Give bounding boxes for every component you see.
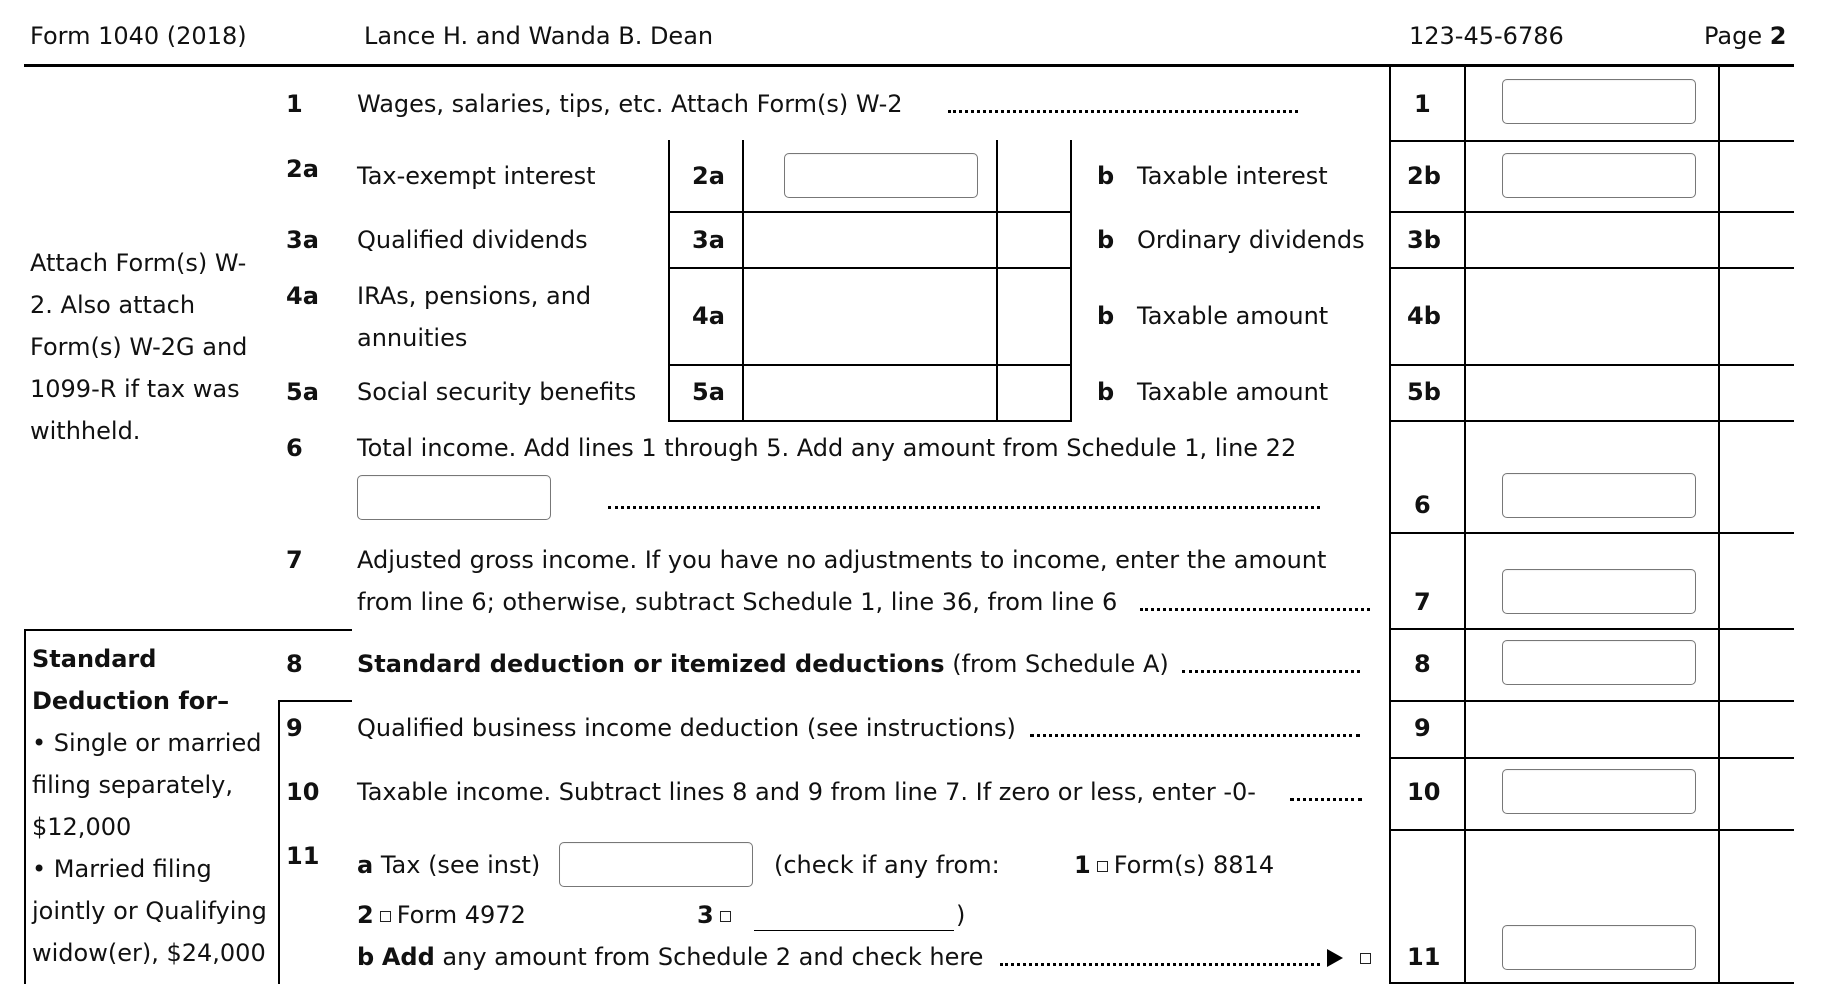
form-4972-checkbox[interactable] <box>380 911 391 922</box>
std-box-top <box>24 629 352 631</box>
subtable-col <box>996 140 998 420</box>
line-11b-add: Add <box>381 943 435 971</box>
std-box-step <box>278 700 352 702</box>
line-3b-text: Ordinary dividends <box>1137 226 1365 254</box>
line-11a-letter: a <box>357 851 374 879</box>
line-5a-text: Social security benefits <box>357 378 637 406</box>
option-1-number: 1 <box>1074 851 1091 879</box>
subtable-left <box>668 140 670 420</box>
line-6-text: Total income. Add lines 1 through 5. Add any amount from Schedule 1, line 22 <box>357 434 1297 462</box>
line-11a-tax-input[interactable] <box>559 842 753 887</box>
subtable-row <box>668 420 1072 422</box>
std-line: • Married filing <box>32 855 212 883</box>
line-6-number: 6 <box>286 434 303 462</box>
line-11a-label <box>357 851 540 879</box>
line-11-number: 11 <box>286 842 320 870</box>
row-rule <box>1389 267 1794 269</box>
line-4b-text: Taxable amount <box>1137 302 1329 330</box>
leader-dots <box>1182 670 1360 673</box>
line-3b-letter: b <box>1097 226 1115 254</box>
option-3-checkbox[interactable] <box>720 911 731 922</box>
line-1-number: 1 <box>286 90 303 118</box>
standard-deduction-note <box>32 638 267 974</box>
close-paren: ) <box>956 901 966 929</box>
form-8814-checkbox[interactable] <box>1097 861 1108 872</box>
line-8-box-label: 8 <box>1414 650 1431 678</box>
col-amount-right <box>1718 66 1720 984</box>
line-4a-text: IRAs, pensions, and <box>357 282 592 310</box>
line-5b-box-label: 5b <box>1407 378 1441 406</box>
line-1-text: Wages, salaries, tips, etc. Attach Form(s) W-2 <box>357 90 903 118</box>
row-rule <box>1389 700 1794 702</box>
line-5a-number: 5a <box>286 378 319 406</box>
line-4a-number: 4a <box>286 282 319 310</box>
line-10-number: 10 <box>286 778 320 806</box>
line-2b-letter: b <box>1097 162 1115 190</box>
line-11b-text <box>357 943 983 971</box>
row-rule <box>1389 757 1794 759</box>
line-9-text: Qualified business income deduction (see instructions) <box>357 714 1016 742</box>
line-7-amount-input[interactable] <box>1502 569 1696 614</box>
option-2-number: 2 <box>357 901 374 929</box>
line-4b-letter: b <box>1097 302 1115 330</box>
line-2a-amount-input[interactable] <box>784 153 978 198</box>
attach-note <box>30 242 247 452</box>
line-2a-text: Tax-exempt interest <box>357 162 596 190</box>
leader-dots <box>1140 608 1370 611</box>
line-11b-letter: b <box>357 943 375 971</box>
option-3-number: 3 <box>697 901 714 929</box>
row-rule <box>1389 628 1794 630</box>
page-label: Page <box>1704 22 1763 50</box>
line-11a-text: Tax (see inst) <box>380 851 541 879</box>
std-line: $12,000 <box>32 813 132 841</box>
subtable-right <box>1070 140 1072 420</box>
line-6-box-label: 6 <box>1414 491 1431 519</box>
std-line: filing separately, <box>32 771 233 799</box>
row-rule <box>1389 140 1794 142</box>
std-title: Deduction for– <box>32 687 230 715</box>
line-11-option-2 <box>357 901 526 929</box>
header-rule <box>24 64 1794 67</box>
line-11-amount-input[interactable] <box>1502 925 1696 970</box>
std-line: widow(er), $24,000 <box>32 939 266 967</box>
line-5a-box-label: 5a <box>692 378 725 406</box>
line-8-normal-text: (from Schedule A) <box>952 650 1169 678</box>
leader-dots <box>1030 734 1360 737</box>
schedule-2-checkbox-wrap <box>1354 943 1377 971</box>
line-9-box-label: 9 <box>1414 714 1431 742</box>
line-6-amount-input[interactable] <box>1502 473 1696 518</box>
line-11-option-1 <box>1074 851 1274 879</box>
std-line: • Single or married <box>32 729 262 757</box>
std-box-left <box>24 629 26 984</box>
line-6-secondary-input[interactable] <box>357 475 551 520</box>
option-2-text: Form 4972 <box>396 901 526 929</box>
line-8-number: 8 <box>286 650 303 678</box>
page-number: 2 <box>1769 22 1787 50</box>
line-10-box-label: 10 <box>1407 778 1441 806</box>
line-10-text: Taxable income. Subtract lines 8 and 9 from line 7. If zero or less, enter -0- <box>357 778 1256 806</box>
leader-dots <box>1290 798 1362 801</box>
form-title: Form 1040 (2018) <box>30 22 247 50</box>
row-rule <box>1389 211 1794 213</box>
line-11-box-label: 11 <box>1407 943 1441 971</box>
std-box-right <box>278 700 280 984</box>
line-8-text <box>357 650 1169 678</box>
attach-note-line: withheld. <box>30 417 141 445</box>
leader-dots <box>1000 963 1320 966</box>
col-box-left <box>1389 66 1391 984</box>
line-5b-letter: b <box>1097 378 1115 406</box>
line-4a-box-label: 4a <box>692 302 725 330</box>
line-2b-amount-input[interactable] <box>1502 153 1696 198</box>
line-7-text: Adjusted gross income. If you have no adjustments to income, enter the amount <box>357 546 1327 574</box>
line-8-amount-input[interactable] <box>1502 640 1696 685</box>
line-2b-text: Taxable interest <box>1137 162 1328 190</box>
row-rule <box>1389 829 1794 831</box>
line-3a-number: 3a <box>286 226 319 254</box>
line-4b-box-label: 4b <box>1407 302 1441 330</box>
line-7-text: from line 6; otherwise, subtract Schedule 1, line 36, from line 6 <box>357 588 1118 616</box>
line-5b-text: Taxable amount <box>1137 378 1329 406</box>
taxpayer-names: Lance H. and Wanda B. Dean <box>364 22 714 50</box>
line-2a-number: 2a <box>286 155 319 183</box>
line-3a-box-label: 3a <box>692 226 725 254</box>
attach-note-line: 2. Also attach <box>30 291 196 319</box>
subtable-row <box>668 364 1072 366</box>
line-10-amount-input[interactable] <box>1502 769 1696 814</box>
line-11-option-3 <box>697 901 737 929</box>
std-title: Standard <box>32 645 157 673</box>
attach-note-line: Attach Form(s) W- <box>30 249 247 277</box>
line-2a-box-label: 2a <box>692 162 725 190</box>
line-8-bold-text: Standard deduction or itemized deductions <box>357 650 945 678</box>
std-line: jointly or Qualifying <box>32 897 267 925</box>
subtable-row <box>668 211 1072 213</box>
row-rule <box>1389 364 1794 366</box>
line-7-box-label: 7 <box>1414 588 1431 616</box>
col-box-right <box>1464 66 1466 984</box>
line-4a-text: annuities <box>357 324 468 352</box>
attach-note-line: Form(s) W-2G and <box>30 333 248 361</box>
arrow-right-icon <box>1327 947 1343 967</box>
leader-dots <box>608 506 1320 509</box>
option-3-input-line[interactable] <box>754 930 954 931</box>
line-1-amount-input[interactable] <box>1502 79 1696 124</box>
line-3b-box-label: 3b <box>1407 226 1441 254</box>
line-7-number: 7 <box>286 546 303 574</box>
subtable-col <box>742 140 744 420</box>
line-2b-box-label: 2b <box>1407 162 1441 190</box>
line-3a-text: Qualified dividends <box>357 226 588 254</box>
ssn: 123-45-6786 <box>1409 22 1564 50</box>
attach-note-line: 1099-R if tax was <box>30 375 240 403</box>
line-11b-normal: any amount from Schedule 2 and check here <box>442 943 984 971</box>
line-11-check-text: (check if any from: <box>774 851 1000 879</box>
schedule-2-checkbox[interactable] <box>1360 953 1371 964</box>
row-rule <box>1389 420 1794 422</box>
page-indicator <box>1704 22 1786 50</box>
row-rule <box>1389 532 1794 534</box>
line-1-box-label: 1 <box>1414 90 1431 118</box>
leader-dots <box>948 110 1298 113</box>
subtable-row <box>668 267 1072 269</box>
option-1-text: Form(s) 8814 <box>1113 851 1275 879</box>
line-9-number: 9 <box>286 714 303 742</box>
